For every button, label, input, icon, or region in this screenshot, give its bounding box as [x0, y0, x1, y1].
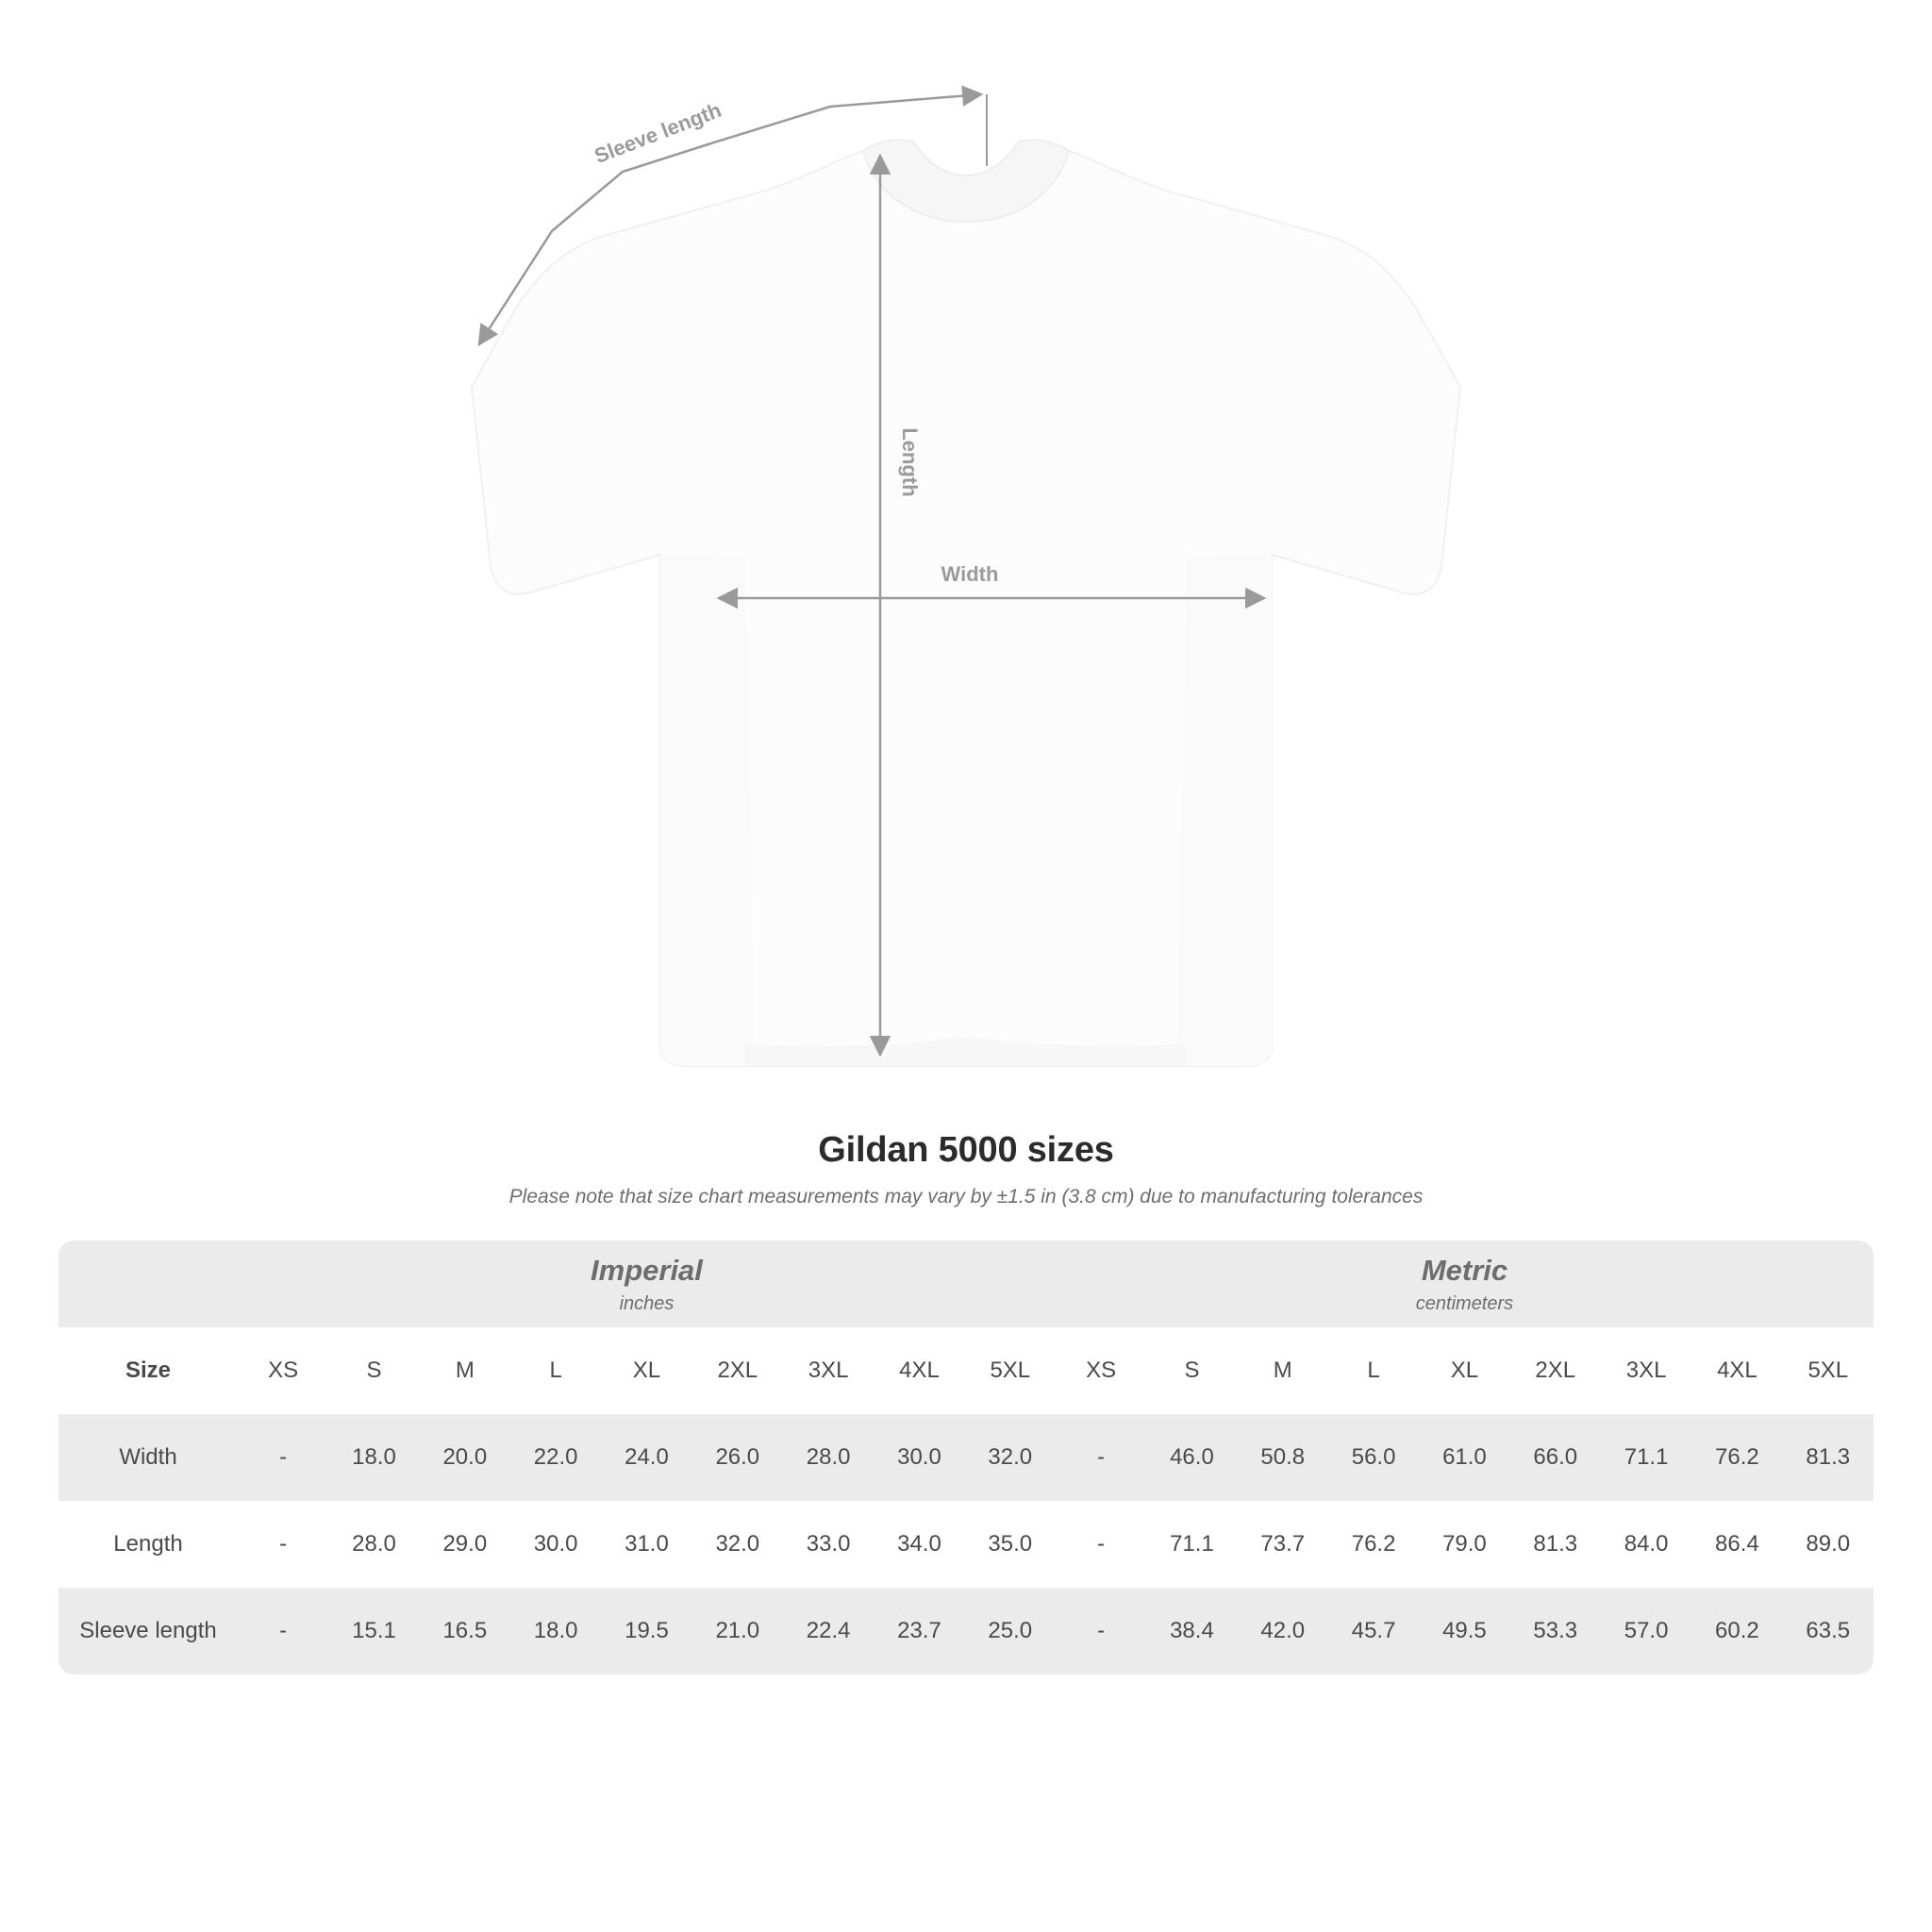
cell-sleeve-metric-4xl: 60.2 [1691, 1588, 1782, 1674]
cell-sleeve-imperial-3xl: 22.4 [783, 1588, 874, 1674]
cell-sleeve-metric-l: 45.7 [1328, 1588, 1419, 1674]
cell-width-imperial-4xl: 30.0 [874, 1414, 964, 1501]
size-header-imperial-xl: XL [601, 1327, 691, 1414]
cell-width-metric-4xl: 76.2 [1691, 1414, 1782, 1501]
cell-length-imperial-4xl: 34.0 [874, 1501, 964, 1588]
cell-length-imperial-xs: - [238, 1501, 328, 1588]
cell-length-metric-xl: 79.0 [1419, 1501, 1509, 1588]
cell-length-metric-l: 76.2 [1328, 1501, 1419, 1588]
row-label-length: Length [58, 1501, 238, 1588]
cell-sleeve-metric-xl: 49.5 [1419, 1588, 1509, 1674]
cell-sleeve-imperial-4xl: 23.7 [874, 1588, 964, 1674]
cell-sleeve-metric-xs: - [1056, 1588, 1146, 1674]
unit-group-metric [1056, 1241, 1874, 1327]
cell-length-imperial-m: 29.0 [420, 1501, 510, 1588]
cell-sleeve-metric-3xl: 57.0 [1601, 1588, 1691, 1674]
cell-sleeve-imperial-m: 16.5 [420, 1588, 510, 1674]
unit-group-metric-name: Metric [1421, 1254, 1508, 1288]
size-header-row [58, 1327, 1874, 1414]
table-row [58, 1501, 1874, 1588]
cell-width-imperial-xl: 24.0 [601, 1414, 691, 1501]
cell-width-imperial-s: 18.0 [328, 1414, 419, 1501]
row-label-sleeve-length: Sleeve length [58, 1588, 238, 1674]
size-header-metric-s: S [1146, 1327, 1237, 1414]
cell-sleeve-imperial-s: 15.1 [328, 1588, 419, 1674]
size-header-metric-3xl: 3XL [1601, 1327, 1691, 1414]
unit-group-imperial [238, 1241, 1056, 1327]
size-header-metric-4xl: 4XL [1691, 1327, 1782, 1414]
cell-width-imperial-2xl: 26.0 [692, 1414, 783, 1501]
cell-length-metric-s: 71.1 [1146, 1501, 1237, 1588]
size-header-metric-2xl: 2XL [1510, 1327, 1601, 1414]
page-subtitle: Please note that size chart measurements may vary by ±1.5 in (3.8 cm) due to manufacturing tolerances [508, 1186, 1424, 1208]
cell-length-imperial-3xl: 33.0 [783, 1501, 874, 1588]
cell-width-metric-3xl: 71.1 [1601, 1414, 1691, 1501]
cell-width-metric-s: 46.0 [1146, 1414, 1237, 1501]
size-header-metric-xl: XL [1419, 1327, 1509, 1414]
cell-width-imperial-5xl: 32.0 [965, 1414, 1056, 1501]
cell-width-metric-l: 56.0 [1328, 1414, 1419, 1501]
cell-sleeve-imperial-xs: - [238, 1588, 328, 1674]
cell-length-metric-xs: - [1056, 1501, 1146, 1588]
cell-width-imperial-xs: - [238, 1414, 328, 1501]
size-header-metric-5xl: 5XL [1783, 1327, 1874, 1414]
sleeve-length-label: Sleeve length [591, 97, 725, 169]
tshirt-shape [472, 140, 1460, 1066]
cell-length-imperial-l: 30.0 [510, 1501, 601, 1588]
size-header-imperial-4xl: 4XL [874, 1327, 964, 1414]
cell-sleeve-imperial-2xl: 21.0 [692, 1588, 783, 1674]
row-label-width: Width [58, 1414, 238, 1501]
unit-group-imperial-sub: inches [619, 1292, 675, 1314]
cell-width-imperial-m: 20.0 [420, 1414, 510, 1501]
cell-length-metric-2xl: 81.3 [1510, 1501, 1601, 1588]
cell-width-imperial-3xl: 28.0 [783, 1414, 874, 1501]
cell-sleeve-imperial-l: 18.0 [510, 1588, 601, 1674]
size-header-label: Size [58, 1327, 238, 1414]
unit-header-row [58, 1241, 1874, 1327]
cell-width-imperial-l: 22.0 [510, 1414, 601, 1501]
cell-length-metric-5xl: 89.0 [1783, 1501, 1874, 1588]
size-header-metric-l: L [1328, 1327, 1419, 1414]
cell-width-metric-xl: 61.0 [1419, 1414, 1509, 1501]
cell-width-metric-m: 50.8 [1238, 1414, 1328, 1501]
cell-sleeve-imperial-xl: 19.5 [601, 1588, 691, 1674]
table-row [58, 1414, 1874, 1501]
size-header-imperial-l: L [510, 1327, 601, 1414]
size-table [58, 1241, 1874, 1674]
cell-sleeve-metric-m: 42.0 [1238, 1588, 1328, 1674]
unit-group-imperial-name: Imperial [591, 1254, 703, 1288]
size-header-imperial-5xl: 5XL [965, 1327, 1056, 1414]
size-header-metric-m: M [1238, 1327, 1328, 1414]
cell-sleeve-imperial-5xl: 25.0 [965, 1588, 1056, 1674]
cell-length-imperial-xl: 31.0 [601, 1501, 691, 1588]
cell-length-imperial-2xl: 32.0 [692, 1501, 783, 1588]
cell-sleeve-metric-2xl: 53.3 [1510, 1588, 1601, 1674]
size-header-imperial-m: M [420, 1327, 510, 1414]
size-table-wrap [58, 1241, 1874, 1674]
cell-sleeve-metric-s: 38.4 [1146, 1588, 1237, 1674]
cell-width-metric-xs: - [1056, 1414, 1146, 1501]
unit-group-metric-sub: centimeters [1415, 1292, 1514, 1314]
unit-corner-cell [58, 1241, 238, 1327]
size-header-imperial-xs: XS [238, 1327, 328, 1414]
cell-sleeve-metric-5xl: 63.5 [1783, 1588, 1874, 1674]
page-title: Gildan 5000 sizes [818, 1130, 1114, 1170]
length-label: Length [898, 427, 922, 497]
table-row [58, 1588, 1874, 1674]
size-header-metric-xs: XS [1056, 1327, 1146, 1414]
cell-length-imperial-5xl: 35.0 [965, 1501, 1056, 1588]
cell-width-metric-5xl: 81.3 [1783, 1414, 1874, 1501]
cell-width-metric-2xl: 66.0 [1510, 1414, 1601, 1501]
cell-length-metric-3xl: 84.0 [1601, 1501, 1691, 1588]
size-header-imperial-2xl: 2XL [692, 1327, 783, 1414]
cell-length-metric-4xl: 86.4 [1691, 1501, 1782, 1588]
cell-length-metric-m: 73.7 [1238, 1501, 1328, 1588]
size-header-imperial-3xl: 3XL [783, 1327, 874, 1414]
size-header-imperial-s: S [328, 1327, 419, 1414]
cell-length-imperial-s: 28.0 [328, 1501, 419, 1588]
width-label: Width [941, 562, 999, 586]
